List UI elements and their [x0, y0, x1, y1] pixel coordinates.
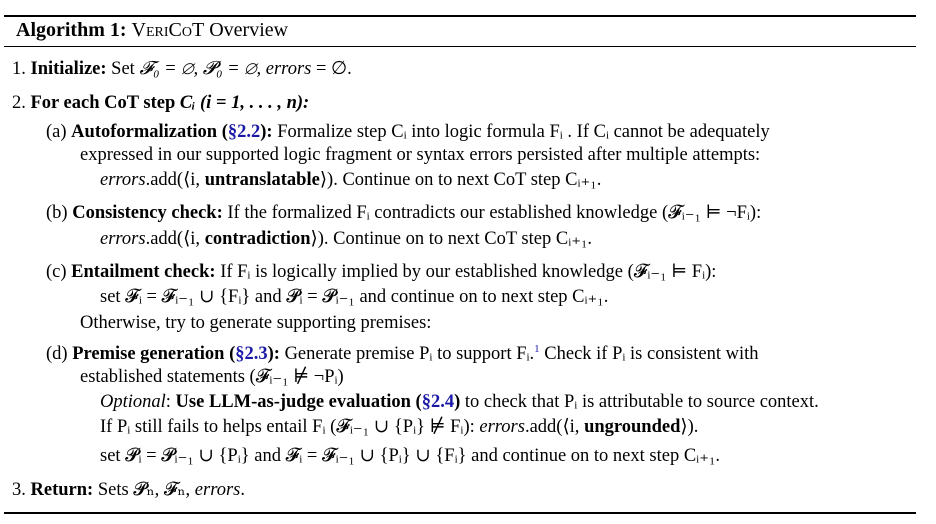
- substep-d-line-4: [100, 416, 698, 438]
- substep-text: If Fᵢ is logically implied by our established knowledge (𝓕ᵢ₋₁ ⊨ Fᵢ):: [215, 262, 717, 282]
- substep-d-line-5: set 𝓟ᵢ = 𝓟ᵢ₋₁ ∪ {Pᵢ} and 𝓕ᵢ = 𝓕ᵢ₋₁ ∪ {Pᵢ} ∪ {Fᵢ} and continue on to next step Cᵢ₊₁.: [100, 446, 721, 466]
- algorithm-label: Algorithm 1:: [16, 19, 127, 41]
- substep-text: Generate premise Pᵢ to support Fᵢ.: [279, 344, 535, 364]
- substep-text: .add(⟨i,: [145, 229, 205, 249]
- substep-text: ⟩). Continue on to next CoT step Cᵢ₊₁.: [310, 229, 593, 249]
- substep-text: .add(⟨i,: [145, 170, 205, 190]
- errors-var: errors: [100, 229, 146, 249]
- substep-number: (b): [46, 203, 68, 223]
- step-1: [12, 58, 352, 80]
- step-2: [12, 92, 309, 114]
- step-label: Initialize:: [30, 59, 107, 79]
- math-text: 𝓕₀ = ∅, 𝓟₀ = ∅,: [139, 59, 266, 79]
- substep-text: ⟩). Continue on to next CoT step Cᵢ₊₁.: [319, 170, 602, 190]
- substep-label-end: ):: [267, 344, 280, 364]
- substep-label: Autoformalization (: [71, 122, 228, 142]
- errors-var: errors: [194, 480, 241, 500]
- llm-judge-label-end: ): [454, 392, 461, 412]
- section-ref-link[interactable]: §2.4: [421, 392, 455, 412]
- substep-c-line-3: Otherwise, try to generate supporting premises:: [80, 313, 432, 333]
- title-rule: [4, 46, 916, 47]
- substep-number: (c): [46, 262, 67, 282]
- substep-d-line-1: [46, 343, 759, 365]
- step-number: 2.: [12, 93, 26, 113]
- errors-var: errors: [265, 59, 312, 79]
- step-text: Sets 𝓟ₙ, 𝓕ₙ,: [93, 480, 195, 500]
- substep-number: (a): [46, 122, 67, 142]
- step-number: 1.: [12, 59, 26, 79]
- algorithm-title-rest: Overview: [204, 19, 289, 41]
- section-ref-link[interactable]: §2.3: [235, 344, 268, 364]
- step-text: Set: [106, 59, 140, 79]
- algorithm-title: [16, 19, 288, 41]
- substep-text: Formalize step Cᵢ into logic formula Fᵢ . If Cᵢ cannot be adequately: [272, 122, 770, 142]
- error-type: contradiction: [204, 229, 311, 249]
- math-text: Cᵢ (i = 1, . . . , n):: [179, 93, 310, 113]
- substep-d-line-3: [100, 391, 819, 413]
- step-text: = ∅.: [311, 59, 352, 79]
- substep-a-line-3: [100, 169, 601, 191]
- substep-label-end: ):: [260, 122, 273, 142]
- substep-c-line-1: [46, 261, 716, 283]
- substep-b-line-2: [100, 228, 592, 250]
- substep-text: If the formalized Fᵢ contradicts our established knowledge (𝓕ᵢ₋₁ ⊨ ¬Fᵢ):: [222, 203, 762, 223]
- substep-a-line-2: expressed in our supported logic fragment or syntax errors persisted after multiple attempts:: [80, 145, 761, 165]
- bottom-rule: [4, 512, 916, 514]
- step-3: [12, 479, 245, 501]
- step-label: For each CoT step: [30, 93, 180, 113]
- step-text: .: [240, 480, 245, 500]
- algorithm-name: VeriCoT: [131, 19, 205, 41]
- errors-var: errors: [100, 170, 146, 190]
- optional-label: Optional: [100, 392, 166, 412]
- step-number: 3.: [12, 480, 26, 500]
- substep-text: If Pᵢ still fails to helps entail Fᵢ (𝓕ᵢ₋₁ ∪ {Pᵢ} ⊭ Fᵢ):: [100, 417, 480, 437]
- substep-c-line-2: set 𝓕ᵢ = 𝓕ᵢ₋₁ ∪ {Fᵢ} and 𝓟ᵢ = 𝓟ᵢ₋₁ and continue on to next step Cᵢ₊₁.: [100, 287, 609, 307]
- substep-label: Consistency check:: [72, 203, 223, 223]
- footnote-link[interactable]: 1: [534, 342, 540, 355]
- error-type: untranslatable: [204, 170, 320, 190]
- error-type: ungrounded: [584, 417, 681, 437]
- step-label: Return:: [30, 480, 94, 500]
- substep-text: .add(⟨i,: [524, 417, 585, 437]
- substep-a-line-1: [46, 121, 770, 143]
- substep-text: :: [165, 392, 176, 412]
- substep-text: ⟩).: [680, 417, 699, 437]
- top-rule: [4, 15, 916, 17]
- llm-judge-label: Use LLM-as-judge evaluation (: [175, 392, 422, 412]
- substep-label: Premise generation (: [72, 344, 236, 364]
- substep-text: Check if Pᵢ is consistent with: [539, 344, 759, 364]
- substep-text: to check that Pᵢ is attributable to source context.: [460, 392, 819, 412]
- errors-var: errors: [479, 417, 525, 437]
- substep-d-line-2: established statements (𝓕ᵢ₋₁ ⊭ ¬Pᵢ): [80, 367, 344, 387]
- substep-b-line-1: [46, 202, 761, 224]
- substep-number: (d): [46, 344, 68, 364]
- substep-label: Entailment check:: [71, 262, 216, 282]
- section-ref-link[interactable]: §2.2: [227, 122, 261, 142]
